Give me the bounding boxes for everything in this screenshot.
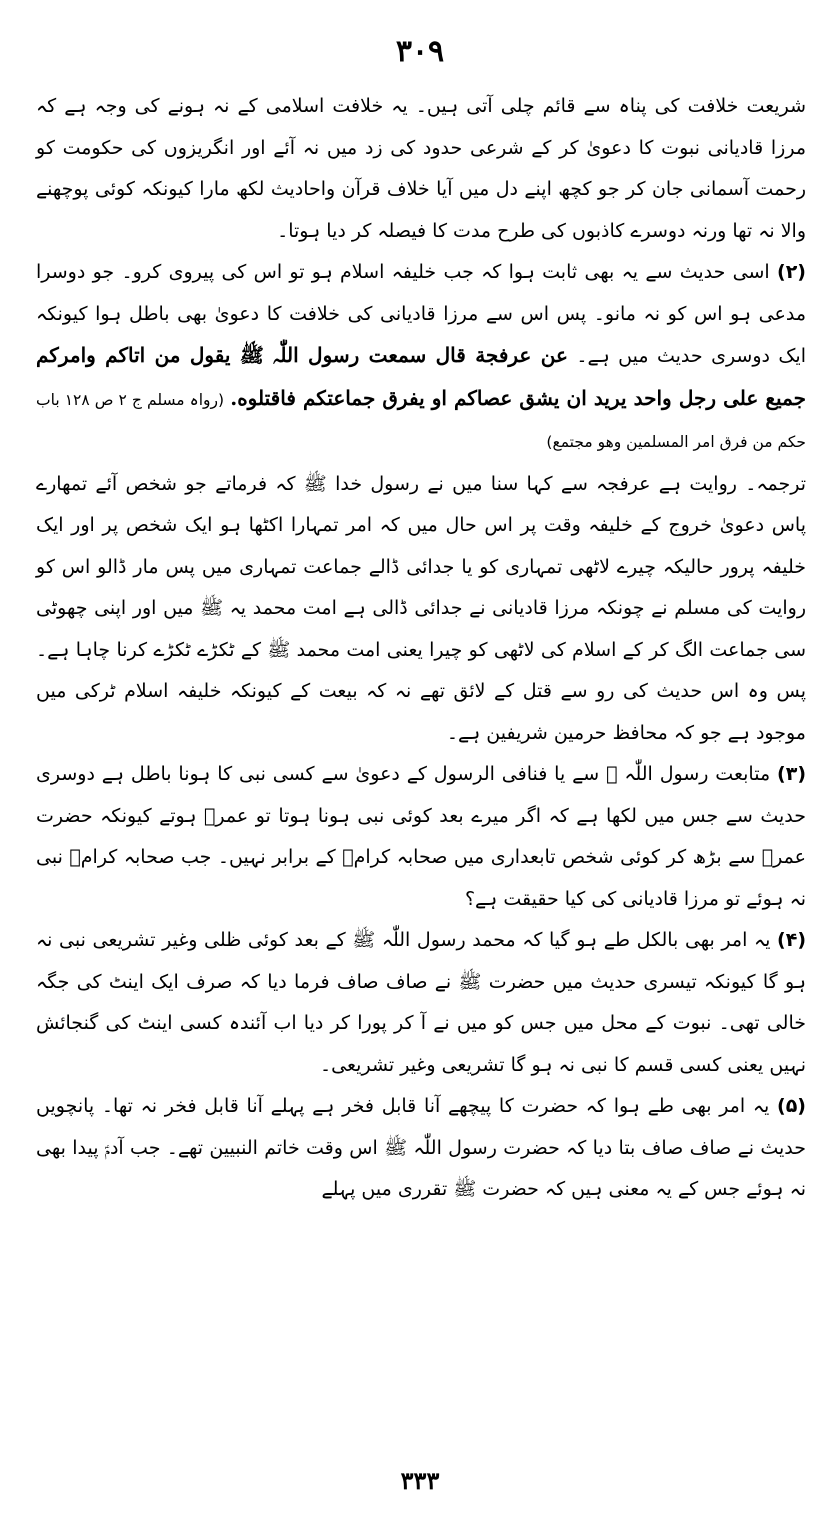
hadith-reference: (رواہ مسلم ج ۲ ص ۱۲۸ باب حکم من فرق امر المسلمین وھو مجتمع) xyxy=(36,390,806,451)
paragraph-4 xyxy=(36,920,806,1086)
paragraph-2-number: (۲) xyxy=(777,261,806,283)
paragraph-5-number: (۵) xyxy=(777,1095,806,1117)
paragraph-3-text: متابعت رسول اللّٰہ ﷺ سے یا فنافی الرسول کے دعویٰ سے کسی نبی کا ہونا باطل ہے دوسری حدیث سے جس میں لکھا ہے کہ اگر میرے بعد کوئی نبی ہونا ہوتا تو عمرؓ ہوتے کیونکہ حضرت عمرؓ سے بڑھ کر کوئی شخص تابعداری میں صحابہ کرامؓ کے برابر نہیں۔ جب صحابہ کرامؓ نبی نہ ہوئے تو مرزا قادیانی کی کیا حقیقت ہے؟ xyxy=(36,763,806,910)
hadith-arabic-text: عن عرفجة قال سمعت رسول اللّٰہ ﷺ یقول من اتاکم وامرکم جمیع علی رجل واحد یرید ان یشق عصاکم او یفرق جماعتکم فاقتلوه. xyxy=(36,343,807,410)
paragraph-3 xyxy=(36,754,806,920)
paragraph-5-text: یہ امر بھی طے ہوا کہ حضرت کا پیچھے آنا قابل فخر ہے پہلے آنا قابل فخر نہ تھا۔ پانچویں حدیث نے صاف صاف بتا دیا کہ حضرت رسول اللّٰہ ﷺ اس وقت خاتم النبیین تھے۔ جب آدمؑ پیدا بھی نہ ہوئے جس کے یہ معنی ہیں کہ حضرت ﷺ تقرری میں پہلے xyxy=(36,1095,806,1200)
paragraph-3-number: (۳) xyxy=(777,763,806,785)
paragraph-5 xyxy=(36,1086,806,1211)
page-number-top: ۳۰۹ xyxy=(395,34,445,69)
paragraph-2 xyxy=(36,252,806,464)
paragraph-2-text: اسی حدیث سے یہ بھی ثابت ہوا کہ جب خلیفہ اسلام ہو تو اس کی پیروی کرو۔ جو دوسرا مدعی ہو اس کو نہ مانو۔ پس اس سے مرزا قادیانی کی خلافت کا دعویٰ بھی باطل ہوا کیونکہ ایک دوسری حدیث میں ہے۔ xyxy=(36,261,806,367)
page-body xyxy=(36,86,806,1211)
paragraph-4-text: یہ امر بھی بالکل طے ہو گیا کہ محمد رسول اللّٰہ ﷺ کے بعد کوئی ظلی وغیر تشریعی نبی نہ ہو گا کیونکہ تیسری حدیث میں حضرت ﷺ نے صاف صاف فرما دیا کہ صرف ایک اینٹ کی جگہ خالی تھی۔ نبوت کے محل میں جس کو میں نے آ کر پورا کر دیا اب آئندہ کسی اینٹ کی گنجائش نہیں یعنی کسی قسم کا نبی نہ ہو گا تشریعی وغیر تشریعی۔ xyxy=(36,929,806,1076)
paragraph-4-number: (۴) xyxy=(777,929,806,951)
intro-paragraph: شریعت خلافت کی پناہ سے قائم چلی آتی ہیں۔ یہ خلافت اسلامی کے نہ ہونے کی وجہ ہے کہ مرزا قادیانی نبوت کا دعویٰ کر کے شرعی حدود کی زد میں نہ آئے اور انگریزوں کی حکومت کو رحمت آسمانی جان کر جو کچھ اپنے دل میں آیا خلاف قرآن واحادیث لکھ مارا کیونکہ کوئی پوچھنے والا نہ تھا ورنہ دوسرے کاذبوں کی طرح مدت کا فیصلہ کر دیا ہوتا۔ xyxy=(36,95,806,242)
hadith-translation: ترجمہ۔ روایت ہے عرفجہ سے کہا سنا میں نے رسول خدا ﷺ کہ فرماتے جو شخص آئے تمھارے پاس دعویٰ خروج کے خلیفہ وقت پر اس حال میں کہ امر تمہارا اکٹھا ہو ایک شخص پر اور ایک خلیفہ پرور حالیکہ چیرے لاٹھی تمہاری کو یا جدائی ڈالے جماعت تمہاری میں پس مار ڈالو اس کو روایت کی مسلم نے چونکہ مرزا قادیانی نے جدائی ڈالی ہے امت محمد یہ ﷺ میں اور اپنی چھوٹی سی جماعت الگ کر کے اسلام کی لاٹھی کو چیرا یعنی امت محمد ﷺ کے ٹکڑے ٹکڑے کرنا چاہا ہے۔ پس وہ اس حدیث کی رو سے قتل کے لائق تھے نہ کہ بیعت کے کیونکہ خلیفہ اسلام ٹرکی میں موجود ہے جو کہ محافظ حرمین شریفین ہے۔ xyxy=(36,472,806,744)
page-number-bottom: ۳۳۳ xyxy=(400,1466,440,1495)
